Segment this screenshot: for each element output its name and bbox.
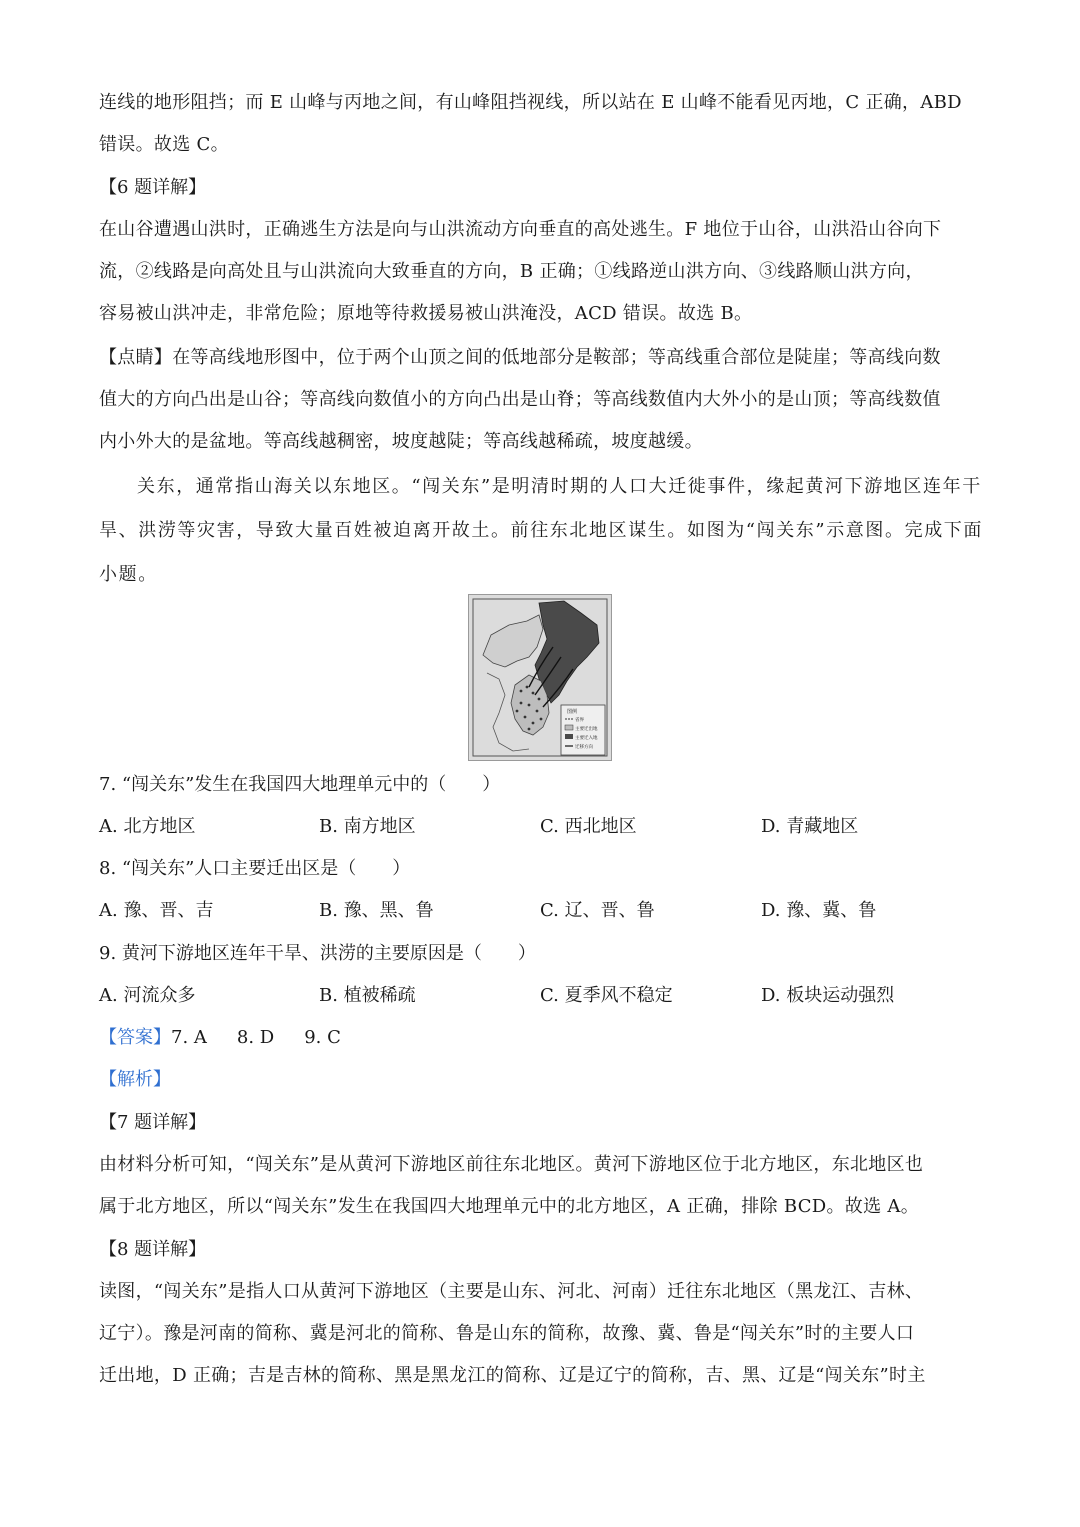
answer-label: 【答案】 bbox=[99, 1027, 171, 1048]
question-8-option-b: B. 豫、黑、鲁 bbox=[319, 900, 434, 921]
question-8-stem: 8. “闯关东”人口主要迁出区是（ ） bbox=[99, 858, 411, 879]
answer-item: 7. A bbox=[171, 1027, 207, 1048]
question-8-option-a: A. 豫、晋、吉 bbox=[99, 900, 214, 921]
text-line: 容易被山洪冲走，非常危险；原地等待救援易被山洪淹没，ACD 错误。故选 B。 bbox=[99, 303, 753, 324]
answer-row bbox=[99, 1024, 371, 1052]
text-line: 由材料分析可知，“闯关东”是从黄河下游地区前往东北地区。黄河下游地区位于北方地区，东北地区也 bbox=[99, 1154, 924, 1175]
text-line: 旱、洪涝等灾害，导致大量百姓被迫离开故土。前往东北地区谋生。如图为“闯关东”示意图。完成下面 bbox=[99, 520, 983, 541]
text-line: 迁出地，D 正确；吉是吉林的简称、黑是黑龙江的简称、辽是辽宁的简称，吉、黑、辽是“闯关东”时主 bbox=[99, 1365, 926, 1386]
text-line: 内小外大的是盆地。等高线越稠密，坡度越陡；等高线越稀疏，坡度越缓。 bbox=[99, 431, 703, 452]
question-7-option-a: A. 北方地区 bbox=[99, 816, 196, 837]
q7-detail-paragraph bbox=[99, 1144, 979, 1228]
text-line: 辽宁）。豫是河南的简称、冀是河北的简称、鲁是山东的简称，故豫、冀、鲁是“闯关东”时的主要人口 bbox=[99, 1323, 915, 1344]
legend-item: 主要迁入地 bbox=[575, 736, 598, 741]
question-7-option-d: D. 青藏地区 bbox=[761, 816, 859, 837]
q8-heading: 【8 题详解】 bbox=[99, 1239, 207, 1260]
text-line: 小题。 bbox=[99, 564, 158, 585]
text-line: 错误。故选 C。 bbox=[99, 134, 229, 155]
q8-detail-paragraph bbox=[99, 1271, 979, 1397]
text-line: 属于北方地区，所以“闯关东”发生在我国四大地理单元中的北方地区，A 正确，排除 BCD。故选 A。 bbox=[99, 1196, 920, 1217]
q6-heading: 【6 题详解】 bbox=[99, 177, 207, 198]
tip-paragraph bbox=[99, 337, 979, 463]
question-9-option-b: B. 植被稀疏 bbox=[319, 985, 416, 1006]
legend-item: 主要迁出地 bbox=[575, 727, 598, 732]
question-9-stem: 9. 黄河下游地区连年干旱、洪涝的主要原因是（ ） bbox=[99, 943, 536, 964]
text-line: 流，②线路是向高处且与山洪流向大致垂直的方向，B 正确；①线路逆山洪方向、③线路顺山洪方向， bbox=[99, 261, 924, 282]
q7-heading: 【7 题详解】 bbox=[99, 1112, 207, 1133]
text-line: 读图，“闯关东”是指人口从黄河下游地区（主要是山东、河北、河南）迁往东北地区（黑龙江、吉林、 bbox=[99, 1281, 924, 1302]
legend-item: 迁移方向 bbox=[575, 745, 593, 750]
migration-map-figure bbox=[468, 594, 612, 761]
question-9-option-a: A. 河流众多 bbox=[99, 985, 196, 1006]
answer-item: 8. D bbox=[236, 1027, 275, 1048]
legend-title: 图例 bbox=[567, 709, 578, 715]
question-9-option-d: D. 板块运动强烈 bbox=[761, 985, 895, 1006]
material-paragraph bbox=[99, 465, 983, 597]
question-7-option-c: C. 西北地区 bbox=[540, 816, 637, 837]
continuation-paragraph bbox=[99, 82, 979, 166]
text-line: 连线的地形阻挡；而 E 山峰与丙地之间，有山峰阻挡视线，所以站在 E 山峰不能看见丙地，C 正确，ABD bbox=[99, 92, 962, 113]
question-7-stem: 7. “闯关东”发生在我国四大地理单元中的（ ） bbox=[99, 774, 501, 795]
text-line: 值大的方向凸出是山谷；等高线向数值小的方向凸出是山脊；等高线数值内大外小的是山顶；等高线数值 bbox=[99, 389, 941, 410]
text-line: 在山谷遭遇山洪时，正确逃生方法是向与山洪流动方向垂直的高处逃生。F 地位于山谷，山洪沿山谷向下 bbox=[99, 219, 942, 240]
question-8-option-c: C. 辽、晋、鲁 bbox=[540, 900, 655, 921]
question-8-option-d: D. 豫、冀、鲁 bbox=[761, 900, 877, 921]
question-9-option-c: C. 夏季风不稳定 bbox=[540, 985, 673, 1006]
text-line: 关东，通常指山海关以东地区。“闯关东”是明清时期的人口大迁徙事件，缘起黄河下游地区连年干 bbox=[137, 476, 982, 497]
analysis-label: 【解析】 bbox=[99, 1069, 171, 1090]
map-drawing bbox=[469, 595, 611, 760]
answer-item: 9. C bbox=[304, 1027, 341, 1048]
legend-item: 省界 bbox=[575, 718, 584, 723]
text-line: 【点睛】在等高线地形图中，位于两个山顶之间的低地部分是鞍部；等高线重合部位是陡崖；等高线向数 bbox=[99, 347, 941, 368]
q6-detail-paragraph bbox=[99, 209, 979, 335]
question-7-option-b: B. 南方地区 bbox=[319, 816, 416, 837]
